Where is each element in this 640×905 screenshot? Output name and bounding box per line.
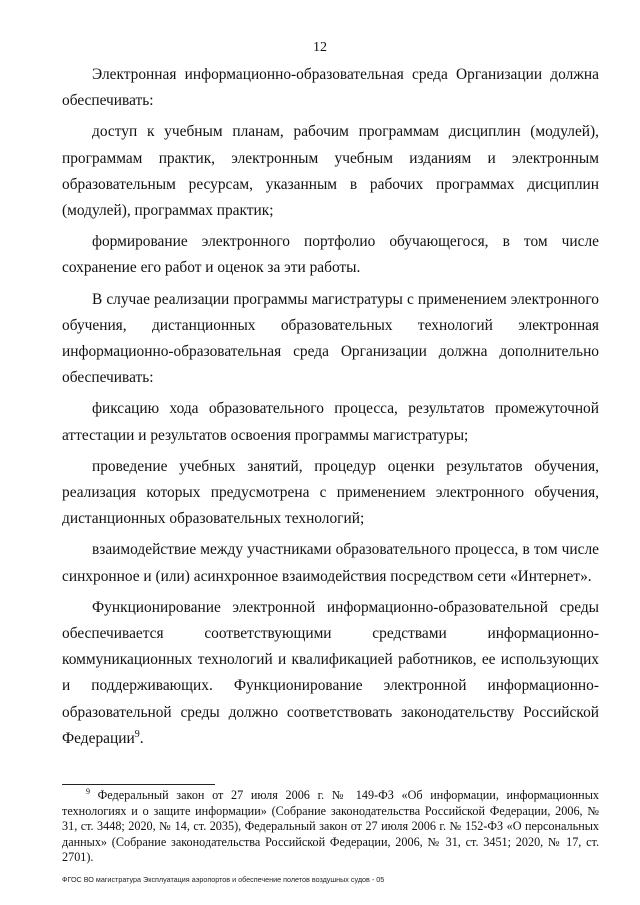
- paragraph-interaction: взаимодействие между участниками образовательного процесса, в том числе синхронное и (или) асинхронное взаимодействия посредством сети «Интернет».: [62, 541, 599, 585]
- paragraph-classes: проведение учебных занятий, процедур оценки результатов обучения, реализация которых предусмотрена с применением электронного обучения, дистанционных образовательных технологий;: [62, 457, 599, 528]
- footnote-reference: 9: [134, 728, 140, 740]
- body-text: [62, 62, 599, 752]
- footnote-divider: [62, 784, 215, 785]
- footnote-text: Федеральный закон от 27 июля 2006 г. № 149-ФЗ «Об информации, информационных технологиях и о защите информации» (Собрание законодательства Российской Федерации, 2006, № 31, ст. 3448; 2020, № 14, ст. 2035), Федеральный закон от 27 июля 2006 г. № 152-ФЗ «О персональных данных» (Собрание законодательства Российской Федерации, 2006, № 31, ст. 3451; 2020, № 17, ст. 2701).: [62, 788, 599, 865]
- paragraph-portfolio: формирование электронного портфолио обучающегося, в том числе сохранение его работ и оценок за эти работы.: [62, 233, 599, 277]
- paragraph-access-plans: доступ к учебным планам, рабочим программам дисциплин (модулей), программам практик, электронным учебным изданиям и электронным образовательным ресурсам, указанным в рабочих программах дисциплин (модулей), программах практик;: [62, 123, 599, 220]
- paragraph-eios-intro: Электронная информационно-образовательная среда Организации должна обеспечивать:: [62, 66, 599, 110]
- paragraph-distance-learning: В случае реализации программы магистратуры с применением электронного обучения, дистанционных образовательных технологий электронная информационно-образовательная среда Организации должна дополнительно обеспечивать:: [62, 290, 599, 387]
- footnote-marker: 9: [86, 786, 90, 796]
- document-footer: ФГОС ВО магистратура Эксплуатация аэропортов и обеспечение полетов воздушных судов - 05: [62, 875, 385, 884]
- page-number: 12: [313, 40, 327, 55]
- paragraph-functioning-text: Функционирование электронной информационно-образовательной среды обеспечивается соответствующими средствами информационно-коммуникационных технологий и квалификацией работников, ее использующих и поддерживающих. Функционирование электронной информационно-образовательной среды должно соответствовать законодательству Российской Федерации: [62, 598, 599, 747]
- paragraph-fixation: фиксацию хода образовательного процесса, результатов промежуточной аттестации и результатов освоения программы магистратуры;: [62, 400, 599, 444]
- footnote: [62, 788, 599, 866]
- paragraph-functioning: Функционирование электронной информационно-образовательной среды обеспечивается соответствующими средствами информационно-коммуникационных технологий и квалификацией работников, ее использующих и поддерживающих. Функционирование электронной информационно-образовательной среды должно соответствовать законодательству Российской Федерации$^9$.: [62, 598, 599, 747]
